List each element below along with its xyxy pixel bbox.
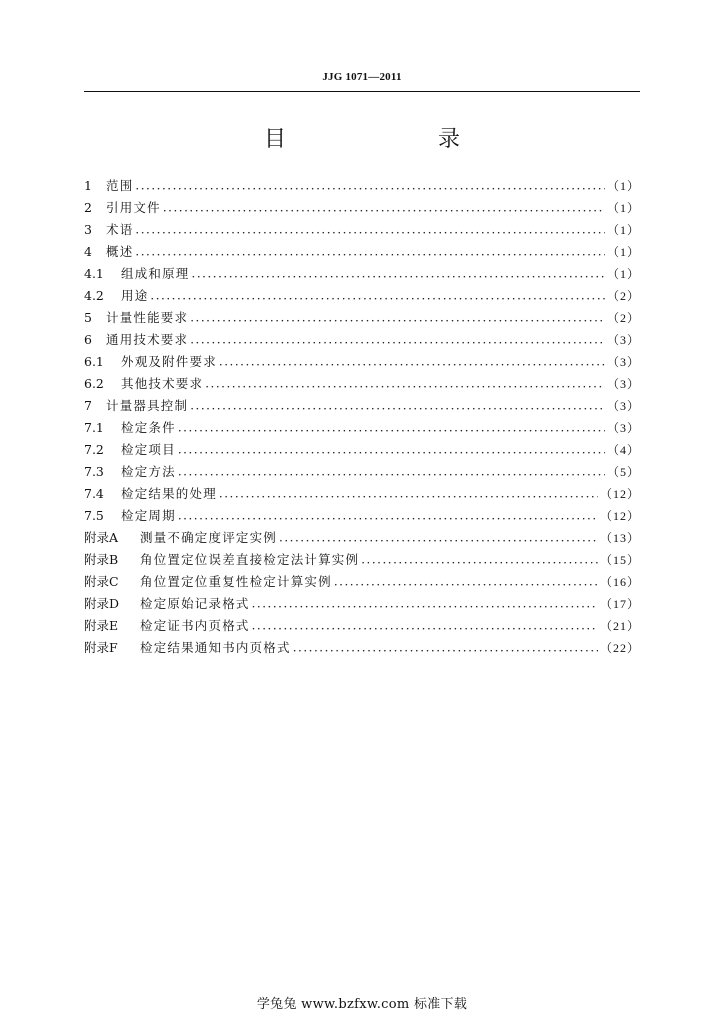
toc-entry-label: 检定证书内页格式 [140,618,250,633]
toc-entry-label: 检定条件 [121,420,176,435]
toc-entry [84,176,640,198]
standard-code: JJG 1071—2011 [322,71,402,83]
footer-watermark-text: 学兔兔 www.bzfxw.com 标准下载 [256,997,468,1012]
toc-entry-page: （3） [606,333,640,347]
toc-entry-page: （1） [606,245,640,259]
toc-entry-number: 6 [84,332,92,347]
toc-entry-page: （1） [606,267,640,281]
toc-dot-leader [279,533,598,547]
toc-entry-number: 4.1 [84,266,104,281]
toc-list [84,176,640,660]
toc-entry [84,308,640,330]
toc-entry-number: 附录C [84,574,119,589]
toc-entry-page: （3） [606,355,640,369]
toc-entry [84,264,640,286]
toc-dot-leader [252,599,598,613]
toc-entry [84,506,640,528]
toc-entry-number: 3 [84,222,92,237]
toc-dot-leader [361,555,598,569]
header-rule [84,91,640,92]
toc-entry [84,220,640,242]
toc-entry-label: 计量器具控制 [106,398,189,413]
toc-entry [84,330,640,352]
toc-dot-leader [219,489,598,503]
toc-entry-label: 检定项目 [121,442,176,457]
toc-dot-leader [205,379,605,393]
toc-entry [84,462,640,484]
toc-entry-number: 附录B [84,552,119,567]
toc-entry-page: （1） [606,223,640,237]
toc-entry-number: 7.1 [84,420,104,435]
toc-entry-label: 测量不确定度评定实例 [140,530,278,545]
toc-entry [84,418,640,440]
toc-entry-number: 附录A [84,530,119,545]
toc-dot-leader [252,621,598,635]
toc-entry [84,550,640,572]
toc-entry-page: （12） [599,487,640,501]
toc-entry-page: （1） [606,201,640,215]
toc-entry-label: 组成和原理 [121,266,190,281]
toc-dot-leader [178,445,605,459]
toc-dot-leader [190,401,605,415]
toc-entry-label: 角位置定位重复性检定计算实例 [140,574,332,589]
toc-entry-number: 7.4 [84,486,104,501]
toc-entry-number: 7.5 [84,508,104,523]
toc-entry [84,594,640,616]
toc-entry-number: 1 [84,178,92,193]
toc-entry [84,396,640,418]
toc-entry-label: 术语 [106,222,134,237]
toc-entry-number: 附录E [84,618,119,633]
toc-entry-label: 角位置定位误差直接检定法计算实例 [140,552,360,567]
toc-entry [84,374,640,396]
toc-entry-page: （15） [599,553,640,567]
toc-entry-page: （3） [606,421,640,435]
toc-entry-label: 其他技术要求 [121,376,204,391]
toc-entry [84,616,640,638]
toc-dot-leader [334,577,598,591]
toc-dot-leader [219,357,605,371]
toc-entry-page: （13） [599,531,640,545]
toc-entry-label: 检定原始记录格式 [140,596,250,611]
toc-entry-page: （1） [606,179,640,193]
toc-entry [84,440,640,462]
toc-entry-label: 用途 [121,288,149,303]
toc-entry-label: 检定结果的处理 [121,486,217,501]
toc-dot-leader [163,203,605,217]
toc-dot-leader [135,247,605,261]
toc-entry-page: （12） [599,509,640,523]
toc-dot-leader [150,291,605,305]
toc-dot-leader [135,225,605,239]
toc-entry-label: 计量性能要求 [106,310,189,325]
toc-entry-page: （3） [606,399,640,413]
toc-entry-page: （2） [606,311,640,325]
toc-entry [84,638,640,660]
page-title: 目 录 [263,127,496,152]
toc-entry-number: 4 [84,244,92,259]
toc-entry-number: 6.2 [84,376,104,391]
toc-entry-page: （17） [599,597,640,611]
toc-entry-label: 概述 [106,244,134,259]
toc-entry-label: 引用文件 [106,200,161,215]
toc-entry [84,572,640,594]
toc-entry-number: 7 [84,398,92,413]
toc-entry [84,242,640,264]
toc-dot-leader [192,269,605,283]
toc-entry-label: 检定方法 [121,464,176,479]
toc-entry-label: 外观及附件要求 [121,354,217,369]
toc-dot-leader [190,313,605,327]
toc-entry-page: （3） [606,377,640,391]
toc-entry-number: 7.2 [84,442,104,457]
toc-entry-number: 4.2 [84,288,104,303]
toc-dot-leader [178,467,605,481]
toc-entry-number: 6.1 [84,354,104,369]
toc-entry [84,352,640,374]
toc-entry-page: （4） [606,443,640,457]
toc-entry-page: （2） [606,289,640,303]
toc-entry [84,528,640,550]
toc-entry-label: 通用技术要求 [106,332,189,347]
toc-dot-leader [178,511,598,525]
toc-entry-page: （16） [599,575,640,589]
toc-entry-page: （21） [599,619,640,633]
toc-entry-number: 7.3 [84,464,104,479]
toc-entry [84,198,640,220]
toc-entry-number: 附录F [84,640,118,655]
toc-entry-number: 附录D [84,596,120,611]
toc-entry [84,484,640,506]
toc-dot-leader [135,181,605,195]
toc-dot-leader [178,423,605,437]
toc-entry [84,286,640,308]
toc-entry-number: 2 [84,200,92,215]
toc-entry-page: （22） [599,641,640,655]
toc-dot-leader [190,335,605,349]
toc-entry-number: 5 [84,310,92,325]
toc-entry-label: 检定结果通知书内页格式 [140,640,291,655]
toc-entry-label: 范围 [106,178,134,193]
toc-dot-leader [293,643,598,657]
toc-entry-label: 检定周期 [121,508,176,523]
toc-entry-page: （5） [606,465,640,479]
